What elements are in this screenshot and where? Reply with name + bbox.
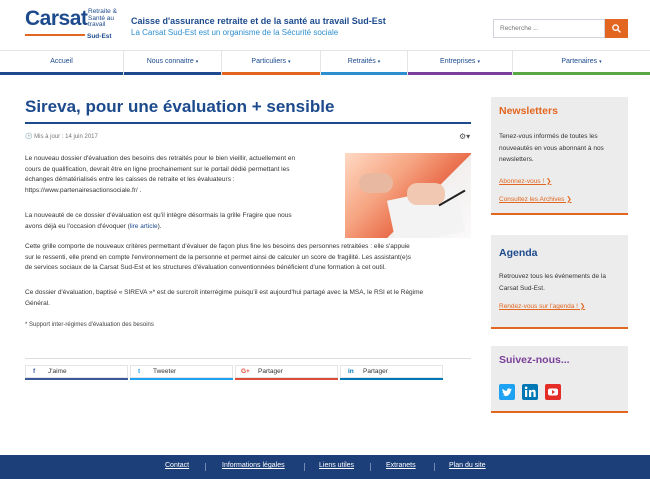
- title-divider: [25, 122, 471, 124]
- linkedin-share-button[interactable]: [340, 365, 443, 378]
- content-divider: [25, 358, 471, 359]
- linkedin-icon: [522, 384, 538, 400]
- text-line: https://www.partenairesactionsociale.fr/ .: [25, 186, 142, 194]
- text-line: Cette grille comporte de nouveaux critères permettant d'évaluer de façon plus fine les besoins des personnes retraitées : elle s'appuie: [25, 243, 410, 250]
- logo-wordmark: Carsat: [25, 7, 88, 30]
- share-label: Tweeter: [153, 368, 177, 375]
- footer-link-liens-utiles[interactable]: Liens utiles: [319, 462, 355, 469]
- chevron-down-icon: ▾: [599, 59, 602, 65]
- search-input[interactable]: [493, 19, 605, 38]
- chevron-down-icon: ▾: [195, 59, 199, 65]
- share-underline: [25, 378, 128, 380]
- logo-region: Sud-Est: [87, 33, 112, 40]
- nav-label: Particuliers: [251, 58, 287, 65]
- nav-label: Partenaires: [561, 58, 598, 65]
- twitter-follow-link[interactable]: [499, 384, 515, 400]
- nav-label: Nous connaitre: [146, 58, 194, 65]
- nav-nous-connaitre[interactable]: [123, 51, 221, 74]
- nav-color-bar: [408, 72, 512, 75]
- footer-separator: [434, 463, 435, 471]
- text-line: de services sociaux de la Carsat Sud-Est et les structures d'évaluation conventionnées bénéficient d'une formation à cet outil.: [25, 264, 386, 271]
- site-title: Caisse d'assurance retraite et de la santé au travail Sud-Est: [131, 16, 386, 26]
- facebook-icon: f: [33, 368, 36, 375]
- nav-accueil[interactable]: [0, 51, 123, 74]
- footer-separator: [370, 463, 371, 471]
- panel-accent: [491, 327, 628, 329]
- text-line: cours de qualification, devrait être en ligne prochainement sur le portail dédié permettant les: [25, 165, 290, 173]
- facebook-share-button[interactable]: [25, 365, 128, 378]
- chevron-down-icon: ▾: [477, 59, 480, 65]
- footer-separator: [205, 463, 206, 471]
- nav-color-bar: [321, 72, 407, 75]
- text-fragment: avons déjà eu l'occasion d'évoquer (: [25, 222, 130, 230]
- nav-retraites[interactable]: [320, 51, 407, 74]
- nav-label: Entreprises: [440, 58, 476, 65]
- text-line: Général.: [25, 299, 50, 307]
- linkedin-icon: in: [348, 368, 354, 375]
- social-panel: [491, 346, 628, 413]
- twitter-icon: [499, 384, 515, 400]
- text-line: La nouveauté de ce dossier d'évaluation est qu'il intègre désormais la grille Fragire que nous: [25, 212, 292, 219]
- share-underline: [340, 378, 443, 380]
- article-paragraph-4: [25, 288, 423, 309]
- share-label: J'aime: [48, 368, 67, 375]
- newsletters-text: [499, 131, 623, 166]
- search-icon: [612, 24, 621, 33]
- footer-link-contact[interactable]: Contact: [165, 462, 190, 469]
- chevron-down-icon: ▾: [288, 59, 291, 65]
- lire-article-link[interactable]: lire article: [129, 222, 158, 230]
- agenda-link[interactable]: Rendez-vous sur l'agenda ! ❯: [499, 303, 586, 310]
- main-nav: [0, 50, 650, 75]
- nav-color-bar: [513, 72, 650, 75]
- youtube-follow-link[interactable]: [545, 384, 561, 400]
- text-line: Le nouveau dossier d'évaluation des besoins des retraités pour le bien vieillir, actuellement en: [25, 155, 296, 162]
- share-label: Partager: [258, 368, 283, 375]
- share-underline: [235, 378, 338, 380]
- chevron-down-icon: ▾: [377, 59, 381, 65]
- footer-link-informations-legales[interactable]: Informations légales: [222, 462, 285, 469]
- text-line: sur le ressenti, elle prend en compte l'environnement de la personne et permet ainsi de calculer un score de fragilité. Les assistant(e)s: [25, 253, 412, 261]
- twitter-share-button[interactable]: [130, 365, 233, 378]
- nav-entreprises[interactable]: [407, 51, 512, 74]
- newsletters-panel: [491, 97, 628, 215]
- nav-partenaires[interactable]: [512, 51, 650, 74]
- updated-date: [25, 133, 98, 140]
- hand-shape: [407, 183, 445, 205]
- social-title: Suivez-nous...: [499, 354, 570, 366]
- text-line: Ce dossier d'évaluation, baptisé « SIREVA »* est de surcroît interrégime puisqu'il est aujourd'hui partagé avec la MSA, le RSI et le Régime: [25, 289, 424, 296]
- newsletters-title: Newsletters: [499, 105, 558, 117]
- page-title: Sireva, pour une évaluation + sensible: [25, 97, 335, 116]
- text-line: Retrouvez tous les événements de la: [499, 273, 606, 280]
- googleplus-icon: G+: [241, 368, 250, 375]
- nav-color-bar: [0, 72, 123, 75]
- share-label: Partager: [363, 368, 388, 375]
- article-paragraph-2: [25, 211, 292, 232]
- carsat-logo[interactable]: [25, 7, 120, 43]
- agenda-title: Agenda: [499, 247, 538, 259]
- archives-link[interactable]: Consultez les Archives ❯: [499, 196, 572, 203]
- text-line: newsletters.: [499, 156, 534, 163]
- article-image: [345, 153, 471, 238]
- footer-separator: [304, 463, 305, 471]
- subscribe-link[interactable]: Abonnez-vous ! ❯: [499, 178, 552, 185]
- googleplus-share-button[interactable]: [235, 365, 338, 378]
- clock-icon: 🕒: [25, 134, 33, 140]
- logo-tagline: Retraite & Santé au travail: [88, 8, 117, 28]
- site-footer: [0, 455, 650, 479]
- agenda-panel: [491, 235, 628, 329]
- footnote: * Support inter-régimes d'évaluation des besoins: [25, 322, 154, 328]
- agenda-text: [499, 271, 623, 294]
- search-button[interactable]: [605, 19, 628, 38]
- share-underline: [130, 378, 233, 380]
- updated-text: Mis à jour : 14 juin 2017: [34, 134, 98, 140]
- twitter-icon: t: [138, 368, 141, 375]
- footer-link-extranets[interactable]: Extranets: [386, 462, 416, 469]
- panel-accent: [491, 213, 628, 215]
- linkedin-follow-link[interactable]: [522, 384, 538, 400]
- text-line: Carsat Sud-Est.: [499, 284, 545, 292]
- nav-particuliers[interactable]: [221, 51, 320, 74]
- text-line: nouveautés en vous abonnant à nos: [499, 144, 604, 152]
- nav-color-bar: [222, 72, 320, 75]
- article-paragraph-1: [25, 154, 295, 196]
- article-paragraph-3: [25, 242, 411, 274]
- text-fragment: ).: [157, 222, 162, 230]
- site-header: [0, 0, 650, 50]
- hand-shape: [359, 173, 393, 193]
- text-line: Tenez-vous informés de toutes les: [499, 133, 598, 140]
- gear-icon[interactable]: ⚙▾: [459, 132, 471, 141]
- site-subtitle: La Carsat Sud-Est est un organisme de la Sécurité sociale: [131, 28, 339, 37]
- footer-link-plan-du-site[interactable]: Plan du site: [449, 462, 486, 469]
- text-line: échanges dématérialisés entre les caisses de retraite et les évaluateurs :: [25, 176, 235, 183]
- youtube-icon: [545, 384, 561, 400]
- text-line: [25, 222, 292, 233]
- nav-color-bar: [124, 72, 221, 75]
- panel-accent: [491, 411, 628, 413]
- nav-label: Accueil: [50, 58, 73, 65]
- nav-label: Retraités: [347, 58, 376, 65]
